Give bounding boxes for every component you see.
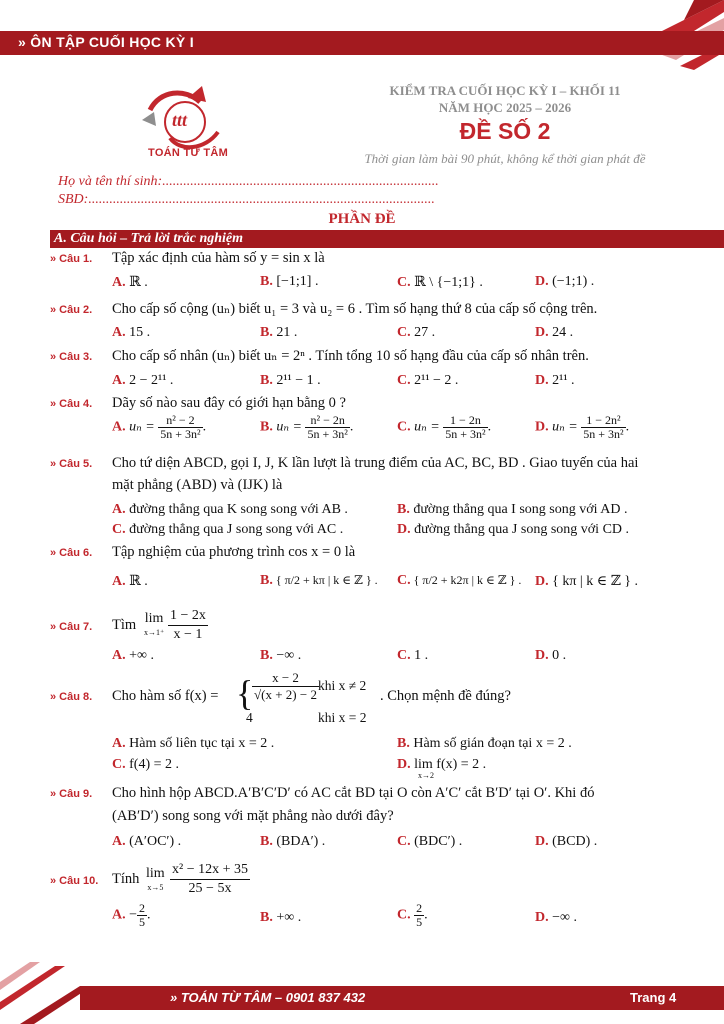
option-letter: B. [260, 373, 273, 388]
option-text: +∞ . [129, 648, 155, 663]
option-letter: B. [260, 573, 273, 588]
option-letter: D. [397, 522, 411, 537]
option-fraction: $\frac{\text{n² − 2}}{\text{5n + 3n²}}$ [160, 413, 201, 441]
question-text: Cho hàm số f(x) = [112, 688, 219, 704]
option-letter: B. [397, 502, 410, 517]
option-letter: D. [535, 325, 549, 340]
option-text: đường thẳng qua I song song với AD . [413, 502, 628, 517]
option-text: đường thẳng qua J song song với AC . [129, 522, 344, 537]
question-text: Cho hình hộp ABCD.A′B′C′D′ có AC cắt BD tại O còn A′C′ cắt B′D′ tại O′. Khi đó [112, 785, 595, 801]
question-text: Tập nghiệm của phương trình cos x = 0 là [112, 544, 356, 560]
question-text: Tập xác định của hàm số y = sin x là [112, 250, 325, 266]
option-text: { π/2 + k2π | k ∈ ℤ } . [413, 573, 522, 587]
limit-operator: lim x→5 [146, 866, 165, 892]
option-letter: B. [260, 325, 273, 340]
option-letter: A. [112, 574, 126, 589]
option-text: (BDA′) . [276, 834, 326, 849]
case-condition: khi x ≠ 2 [318, 678, 367, 693]
option-lhs: uₙ = [276, 419, 302, 435]
option-lhs: uₙ = [552, 419, 578, 435]
option-text: Hàm số liên tục tại x = 2 . [129, 736, 275, 751]
exam-time-note: Thời gian làm bài 90 phút, không kể thời gian phát đề [364, 151, 646, 166]
option-text: 15 . [129, 325, 151, 340]
case-condition: khi x = 2 [318, 710, 367, 725]
option-text: +∞ . [276, 910, 302, 925]
option-letter: C. [397, 275, 411, 290]
option-letter: D. [535, 419, 549, 435]
option-letter: B. [260, 274, 273, 289]
page-number: Trang 4 [630, 990, 677, 1005]
option-letter: D. [535, 574, 549, 589]
option-text: đường thẳng qua J song song với CD . [414, 522, 630, 537]
option-letter: C. [397, 648, 411, 663]
option-letter: A. [112, 736, 126, 751]
question-label: » Câu 5. [50, 458, 93, 470]
option-letter: C. [397, 573, 411, 588]
option-letter: C. [112, 757, 126, 772]
exam-line-1: KIỂM TRA CUỐI HỌC KỲ I – KHỐI 11 [389, 83, 621, 98]
option-letter: D. [535, 373, 549, 388]
question-label: » Câu 6. [50, 547, 93, 559]
question-label: » Câu 9. [50, 788, 93, 800]
option-text: 0 . [552, 648, 567, 663]
option-letter: A. [112, 907, 126, 923]
option-text: 2¹¹ − 1 . [276, 373, 321, 388]
option-lhs: uₙ = [414, 419, 440, 435]
option-text: { kπ | k ∈ ℤ } . [552, 574, 639, 589]
option-letter: C. [397, 325, 411, 340]
option-letter: D. [535, 834, 549, 849]
question-text: Tìm [112, 617, 137, 633]
limit-fraction: $\frac{\text{x² − 12x + 35}}{25 - 5x}$ [172, 862, 248, 896]
question-label: » Câu 2. [50, 304, 93, 316]
option-letter: D. [397, 757, 411, 772]
option-text: (−1;1) . [552, 274, 595, 289]
footer-label: » TOÁN TỪ TÂM – 0901 837 432 [170, 990, 366, 1005]
top-bar-label: » ÔN TẬP CUỐI HỌC KỲ I [18, 34, 194, 50]
logo-mark: ttt [172, 110, 188, 130]
option-text: lim f(x) = 2 . [414, 757, 487, 772]
question-text: mặt phẳng (ABD) và (IJK) là [112, 477, 283, 493]
option-letter: A. [112, 419, 126, 435]
option-fraction: $\frac{1 - 2n}{\text{5n + 3n²}}$ [445, 413, 486, 441]
option-text: 27 . [414, 325, 436, 340]
option-text: −∞ . [276, 648, 302, 663]
option-text: Hàm số gián đoạn tại x = 2 . [413, 736, 572, 751]
question-label: » Câu 10. [50, 875, 99, 887]
option-text: −∞ . [552, 910, 578, 925]
question-text: Tính [112, 871, 140, 887]
option-text: [−1;1] . [276, 274, 319, 289]
question-text: Cho cấp số cộng (uₙ) biết u₁ = 3 và u₂ = 6 . Tìm số hạng thứ 8 của cấp số cộng trên. [112, 301, 598, 317]
option-letter: A. [112, 502, 126, 517]
question-text: Cho tứ diện ABCD, gọi I, J, K lần lượt là trung điểm của AC, BC, BD . Giao tuyến của hai [112, 455, 639, 471]
logo-name: TOÁN TỪ TÂM [148, 147, 229, 159]
option-letter: B. [260, 834, 273, 849]
option-letter: B. [397, 736, 410, 751]
option-text: 21 . [276, 325, 298, 340]
option-letter: A. [112, 275, 126, 290]
option-letter: D. [535, 910, 549, 925]
option-letter: B. [260, 910, 273, 925]
option-text: 1 . [414, 648, 429, 663]
student-sbd-line: SBD:................................................................................................... [58, 192, 435, 207]
limit-subscript: x→2 [418, 771, 434, 780]
option-text: 2¹¹ − 2 . [414, 373, 459, 388]
case-value: 4 [246, 710, 253, 725]
brace: { [236, 673, 254, 713]
option-text: (A′OC′) . [129, 834, 182, 849]
option-text: đường thẳng qua K song song với AB . [129, 502, 348, 517]
option-sign: − [129, 907, 138, 923]
question-text: (AB′D′) song song với mặt phẳng nào dưới đây? [112, 808, 394, 824]
question-text: Cho cấp số nhân (uₙ) biết uₙ = 2ⁿ . Tính tổng 10 số hạng đầu của cấp số nhân trên. [112, 348, 589, 364]
question-label: » Câu 3. [50, 351, 93, 363]
exam-line-2: NĂM HỌC 2025 – 2026 [438, 100, 572, 115]
option-letter: B. [260, 648, 273, 663]
option-letter: B. [260, 419, 273, 435]
question-label: » Câu 4. [50, 398, 93, 410]
limit-operator: lim x→1⁺ [144, 611, 165, 637]
question-label: » Câu 8. [50, 691, 93, 703]
question-text: . Chọn mệnh đề đúng? [380, 688, 511, 704]
option-text: { π/2 + kπ | k ∈ ℤ } . [275, 573, 378, 587]
option-text: 24 . [552, 325, 574, 340]
part-title: PHẦN ĐỀ [328, 211, 396, 227]
limit-fraction: $\frac{1 - 2x}{x - 1}$ [170, 608, 206, 642]
option-text: 2¹¹ . [552, 373, 575, 388]
option-text: 2 − 2¹¹ . [129, 373, 174, 388]
option-text: f(4) = 2 . [129, 757, 180, 772]
option-letter: C. [112, 522, 126, 537]
option-fraction: $\frac{2}{5}$ [139, 901, 146, 929]
option-fraction: $\frac{\text{1 − 2n²}}{\text{5n + 3n²}}$ [583, 413, 624, 441]
option-text: ℝ . [129, 574, 148, 589]
case-fraction: $\frac{x - 2}{√(x + 2) - 2}$ [254, 670, 317, 702]
option-letter: C. [397, 834, 411, 849]
option-letter: C. [397, 373, 411, 388]
option-letter: D. [535, 648, 549, 663]
exam-title: ĐỀ SỐ 2 [459, 118, 551, 144]
option-letter: A. [112, 325, 126, 340]
student-name-line: Họ và tên thí sinh:............................................................................... [58, 174, 439, 189]
option-lhs: uₙ = [129, 419, 155, 435]
question-label: » Câu 7. [50, 621, 93, 633]
question-text: Dãy số nào sau đây có giới hạn bằng 0 ? [112, 395, 346, 411]
option-letter: A. [112, 648, 126, 663]
option-fraction: $\frac{\text{n² − 2n}}{\text{5n + 3n²}}$ [307, 413, 348, 441]
option-text: ℝ . [129, 275, 148, 290]
option-letter: C. [397, 419, 411, 435]
option-letter: A. [112, 834, 126, 849]
question-label: » Câu 1. [50, 253, 93, 265]
option-text: (BDC′) . [414, 834, 463, 849]
option-fraction: $\frac{2}{5}$ [416, 901, 423, 929]
option-letter: D. [535, 274, 549, 289]
option-letter: C. [397, 907, 411, 923]
option-letter: A. [112, 373, 126, 388]
section-title: A. Câu hỏi – Trả lời trắc nghiệm [54, 231, 244, 246]
option-text: (BCD) . [552, 834, 598, 849]
option-text: ℝ \ {−1;1} . [414, 275, 483, 290]
